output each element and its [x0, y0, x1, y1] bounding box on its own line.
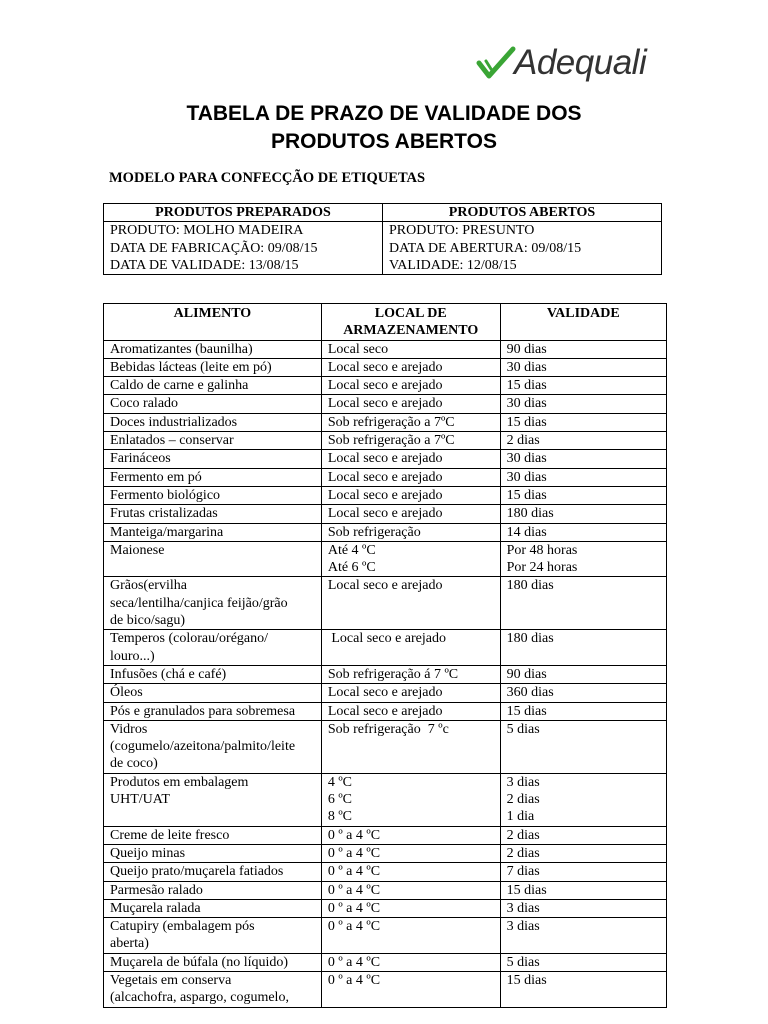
storage-cell [321, 450, 500, 468]
validity-cell [500, 340, 666, 358]
label-line: DATA DE ABERTURA: 09/08/15 [389, 240, 582, 256]
food-cell [104, 395, 322, 413]
food-cell-line: aberta) [110, 936, 149, 952]
food-cell-line: seca/lentilha/canjica feijão/grão [110, 595, 288, 611]
validity-cell-line: 7 dias [506, 864, 540, 880]
storage-cell-line: Sob refrigeração [327, 524, 421, 540]
food-cell-line: Aromatizantes (baunilha) [110, 341, 253, 357]
validity-cell-line: 180 dias [506, 631, 554, 647]
table-row [104, 702, 667, 720]
validity-cell [500, 468, 666, 486]
storage-cell-line: 0 º a 4 ºC [327, 954, 381, 970]
validity-cell-line: 2 dias [506, 845, 540, 861]
validity-cell [500, 953, 666, 971]
storage-cell-line: Local seco e arejado [327, 469, 443, 485]
validity-cell-line: 2 dias [506, 792, 540, 808]
storage-cell-line: Local seco e arejado [327, 451, 443, 467]
validity-cell [500, 395, 666, 413]
storage-cell [321, 541, 500, 577]
validity-cell [500, 702, 666, 720]
validity-cell-line: 5 dias [506, 721, 540, 737]
checkmark-logo-icon [476, 43, 516, 83]
food-cell-line: UHT/UAT [110, 792, 170, 808]
food-cell-line: Caldo de carne e galinha [110, 378, 249, 394]
brand-name: Adequali [514, 43, 647, 82]
prepared-product-label [104, 222, 383, 275]
food-cell [104, 863, 322, 881]
table-row [104, 450, 667, 468]
validity-cell [500, 918, 666, 954]
validity-cell [500, 486, 666, 504]
storage-cell-line: Até 4 ºC [327, 542, 376, 558]
storage-cell [321, 486, 500, 504]
validity-cell [500, 630, 666, 666]
storage-cell-line: Sob refrigeração 7 ºc [327, 721, 449, 737]
validity-cell [500, 971, 666, 1007]
food-cell [104, 773, 322, 826]
table-row [104, 899, 667, 917]
food-cell [104, 468, 322, 486]
validity-cell-line: 15 dias [506, 487, 547, 503]
label-line: DATA DE FABRICAÇÃO: 09/08/15 [110, 240, 318, 256]
validity-cell [500, 720, 666, 773]
validity-cell-line: 15 dias [506, 882, 547, 898]
storage-cell-line: Local seco e arejado [327, 631, 446, 647]
storage-cell [321, 971, 500, 1007]
food-cell [104, 899, 322, 917]
table-row [104, 953, 667, 971]
header-prepared-products: PRODUTOS PREPARADOS [104, 204, 383, 222]
storage-cell-line: 8 ºC [327, 809, 353, 825]
validity-cell-line: 2 dias [506, 433, 540, 449]
adequali-logo [476, 38, 646, 88]
food-cell [104, 505, 322, 523]
validity-cell [500, 413, 666, 431]
food-cell [104, 684, 322, 702]
storage-cell-line: Sob refrigeração a 7ºC [327, 414, 455, 430]
food-cell-line: Parmesão ralado [110, 882, 203, 898]
table-row [104, 541, 667, 577]
food-cell-line: Coco ralado [110, 396, 179, 412]
table-row [104, 844, 667, 862]
food-cell-line: Creme de leite fresco [110, 827, 230, 843]
food-cell [104, 844, 322, 862]
storage-cell-line: Local seco e arejado [327, 359, 443, 375]
validity-cell [500, 665, 666, 683]
validity-cell [500, 684, 666, 702]
shelf-life-table [103, 303, 667, 1008]
storage-cell [321, 340, 500, 358]
validity-cell [500, 541, 666, 577]
food-cell [104, 358, 322, 376]
food-cell-line: louro...) [110, 648, 155, 664]
table-row [104, 918, 667, 954]
validity-cell-line: Por 48 horas [506, 542, 578, 558]
food-cell [104, 826, 322, 844]
validity-cell [500, 826, 666, 844]
validity-cell-line: 180 dias [506, 506, 554, 522]
food-cell [104, 377, 322, 395]
storage-cell-line: Sob refrigeração a 7ºC [327, 433, 455, 449]
food-cell-line: Muçarela de búfala (no líquido) [110, 954, 289, 970]
title-line-1: TABELA DE PRAZO DE VALIDADE DOS [186, 102, 582, 125]
food-cell [104, 523, 322, 541]
food-cell [104, 971, 322, 1007]
label-line: PRODUTO: MOLHO MADEIRA [110, 223, 304, 239]
validity-cell [500, 773, 666, 826]
storage-cell [321, 844, 500, 862]
food-cell-line: Óleos [110, 685, 143, 701]
food-cell-line: Fermento em pó [110, 469, 202, 485]
validity-cell [500, 844, 666, 862]
table-row [104, 826, 667, 844]
table-row [104, 413, 667, 431]
storage-cell-line: 0 º a 4 ºC [327, 827, 381, 843]
food-cell [104, 630, 322, 666]
table-row [104, 468, 667, 486]
storage-cell [321, 899, 500, 917]
validity-cell-line: 2 dias [506, 827, 540, 843]
food-cell-line: Queijo prato/muçarela fatiados [110, 864, 284, 880]
label-line: VALIDADE: 12/08/15 [389, 257, 517, 273]
table-body [104, 340, 667, 1007]
validity-cell [500, 505, 666, 523]
food-cell-line: Farináceos [110, 451, 171, 467]
food-cell [104, 541, 322, 577]
storage-cell [321, 432, 500, 450]
food-cell-line: Catupiry (embalagem pós [110, 919, 255, 935]
food-cell [104, 665, 322, 683]
storage-cell-line: 4 ºC [327, 774, 353, 790]
column-header-validity: VALIDADE [500, 304, 666, 341]
storage-cell [321, 630, 500, 666]
storage-cell-line: 0 º a 4 ºC [327, 900, 381, 916]
validity-cell [500, 432, 666, 450]
food-cell-line: Enlatados – conservar [110, 433, 234, 449]
storage-cell-line: Local seco [327, 341, 389, 357]
validity-cell-line: 3 dias [506, 900, 540, 916]
header-opened-products: PRODUTOS ABERTOS [383, 204, 662, 222]
storage-cell-line: 0 º a 4 ºC [327, 882, 381, 898]
storage-cell-line: Até 6 ºC [327, 560, 376, 576]
storage-cell [321, 377, 500, 395]
storage-cell [321, 413, 500, 431]
storage-cell [321, 953, 500, 971]
validity-cell-line: 15 dias [506, 414, 547, 430]
storage-cell-line: Local seco e arejado [327, 578, 443, 594]
validity-cell [500, 523, 666, 541]
food-cell-line: Vegetais em conserva [110, 972, 232, 988]
food-cell [104, 702, 322, 720]
validity-cell-line: 3 dias [506, 919, 540, 935]
storage-cell-line: 0 º a 4 ºC [327, 864, 381, 880]
storage-cell-line: Local seco e arejado [327, 378, 443, 394]
storage-cell-line: Local seco e arejado [327, 487, 443, 503]
table-row [104, 523, 667, 541]
validity-cell-line: 14 dias [506, 524, 547, 540]
validity-cell [500, 358, 666, 376]
validity-cell [500, 450, 666, 468]
food-cell-line: Maionese [110, 542, 165, 558]
food-cell [104, 577, 322, 630]
food-cell [104, 720, 322, 773]
table-row [104, 971, 667, 1007]
storage-cell [321, 684, 500, 702]
table-row [104, 577, 667, 630]
validity-cell [500, 899, 666, 917]
page-title [100, 100, 668, 156]
label-line: DATA DE VALIDADE: 13/08/15 [110, 257, 299, 273]
table-row [104, 720, 667, 773]
validity-cell-line: 5 dias [506, 954, 540, 970]
food-cell [104, 918, 322, 954]
label-model-table [103, 203, 662, 275]
storage-cell [321, 881, 500, 899]
food-cell-line: Temperos (colorau/orégano/ [110, 631, 269, 647]
column-header-storage: LOCAL DE ARMAZENAMENTO [321, 304, 500, 341]
food-cell-line: (cogumelo/azeitona/palmito/leite [110, 739, 296, 755]
table-row [104, 665, 667, 683]
table-row [104, 358, 667, 376]
food-cell [104, 953, 322, 971]
validity-cell-line: 15 dias [506, 972, 547, 988]
table-row [104, 340, 667, 358]
title-line-2: PRODUTOS ABERTOS [271, 130, 497, 153]
validity-cell-line: 30 dias [506, 396, 547, 412]
table-row [104, 630, 667, 666]
table-row [104, 863, 667, 881]
storage-cell-line: Sob refrigeração á 7 ºC [327, 666, 459, 682]
food-cell-line: Frutas cristalizadas [110, 506, 218, 522]
storage-cell [321, 702, 500, 720]
table-row [104, 432, 667, 450]
storage-cell [321, 358, 500, 376]
validity-cell-line: Por 24 horas [506, 560, 578, 576]
storage-cell-line: 6 ºC [327, 792, 353, 808]
table-row [104, 377, 667, 395]
storage-cell [321, 523, 500, 541]
storage-cell [321, 395, 500, 413]
validity-cell [500, 577, 666, 630]
validity-cell-line: 30 dias [506, 469, 547, 485]
food-cell-line: Grãos(ervilha [110, 578, 187, 594]
validity-cell-line: 15 dias [506, 378, 547, 394]
food-cell [104, 486, 322, 504]
table-row [104, 881, 667, 899]
column-header-food: ALIMENTO [104, 304, 322, 341]
validity-cell-line: 30 dias [506, 359, 547, 375]
validity-cell-line: 1 dia [506, 809, 535, 825]
validity-cell [500, 377, 666, 395]
storage-cell-line: 0 º a 4 ºC [327, 845, 381, 861]
storage-cell [321, 826, 500, 844]
food-cell-line: Pós e granulados para sobremesa [110, 703, 296, 719]
food-cell-line: Bebidas lácteas (leite em pó) [110, 359, 272, 375]
table-row [104, 395, 667, 413]
food-cell [104, 432, 322, 450]
storage-cell [321, 577, 500, 630]
food-cell [104, 340, 322, 358]
storage-cell-line: Local seco e arejado [327, 506, 443, 522]
food-cell [104, 450, 322, 468]
food-cell [104, 881, 322, 899]
storage-cell-line: 0 º a 4 ºC [327, 919, 381, 935]
storage-cell-line: 0 º a 4 ºC [327, 972, 381, 988]
storage-cell [321, 773, 500, 826]
table-row [104, 684, 667, 702]
storage-cell-line: Local seco e arejado [327, 703, 443, 719]
food-cell-line: Queijo minas [110, 845, 186, 861]
storage-cell-line: Local seco e arejado [327, 685, 443, 701]
food-cell-line: Produtos em embalagem [110, 774, 249, 790]
food-cell-line: Muçarela ralada [110, 900, 201, 916]
validity-cell-line: 3 dias [506, 774, 540, 790]
storage-cell-line: Local seco e arejado [327, 396, 443, 412]
table-row [104, 486, 667, 504]
storage-cell [321, 720, 500, 773]
validity-cell-line: 90 dias [506, 666, 547, 682]
storage-cell [321, 918, 500, 954]
validity-cell-line: 30 dias [506, 451, 547, 467]
food-cell-line: Manteiga/margarina [110, 524, 224, 540]
table-row [104, 505, 667, 523]
storage-cell [321, 468, 500, 486]
food-cell-line: Infusões (chá e café) [110, 666, 227, 682]
section-subtitle: MODELO PARA CONFECÇÃO DE ETIQUETAS [109, 170, 426, 186]
validity-cell-line: 180 dias [506, 578, 554, 594]
storage-cell [321, 863, 500, 881]
validity-cell-line: 15 dias [506, 703, 547, 719]
validity-cell-line: 360 dias [506, 685, 554, 701]
food-cell-line: de bico/sagu) [110, 613, 186, 629]
label-line: PRODUTO: PRESUNTO [389, 223, 535, 239]
food-cell-line: de coco) [110, 756, 158, 772]
table-row [104, 773, 667, 826]
food-cell-line: (alcachofra, aspargo, cogumelo, [110, 990, 289, 1006]
food-cell-line: Fermento biológico [110, 487, 221, 503]
validity-cell-line: 90 dias [506, 341, 547, 357]
validity-cell [500, 863, 666, 881]
food-cell-line: Doces industrializados [110, 414, 238, 430]
storage-cell [321, 505, 500, 523]
food-cell-line: Vidros [110, 721, 148, 737]
storage-cell [321, 665, 500, 683]
opened-product-label [383, 222, 662, 275]
validity-cell [500, 881, 666, 899]
food-cell [104, 413, 322, 431]
